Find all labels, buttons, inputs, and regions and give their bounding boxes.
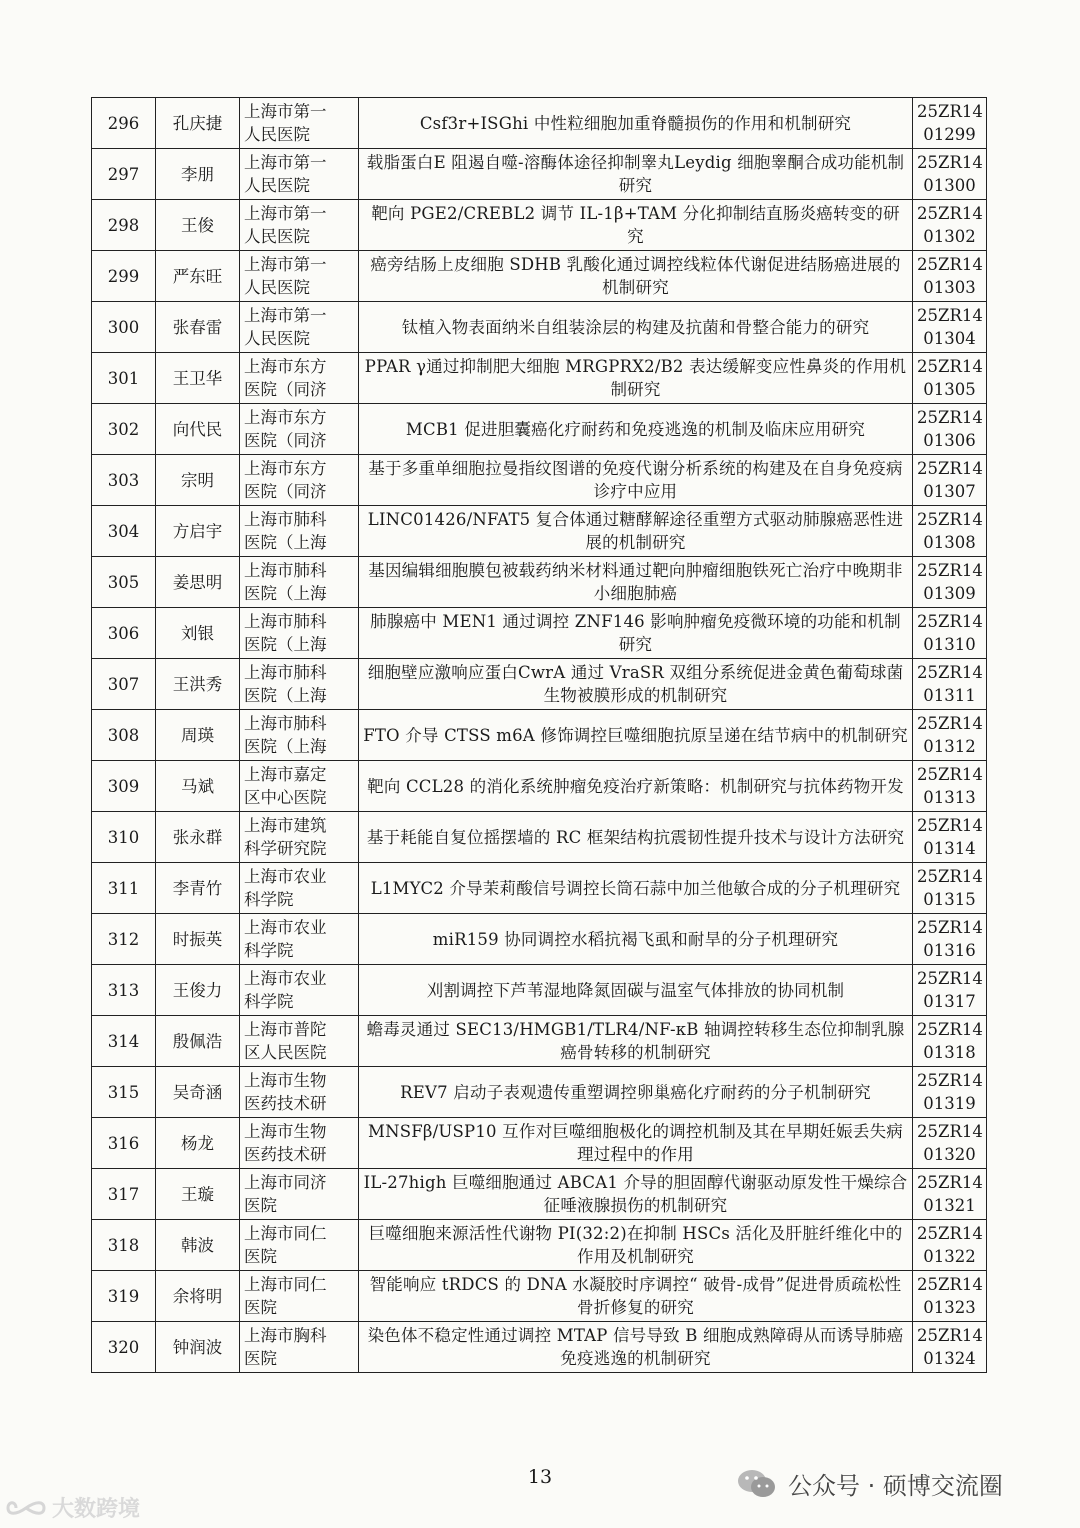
table-row bbox=[92, 812, 987, 863]
institution-line: 上海市东方 bbox=[244, 357, 327, 376]
row-number-cell: 312 bbox=[92, 914, 156, 965]
project-code-line: 25ZR14 bbox=[917, 1326, 983, 1345]
institution-line: 医院（同济 bbox=[244, 431, 327, 450]
project-title-cell: L1MYC2 介导茉莉酸信号调控长筒石蒜中加兰他敏合成的分子机理研究 bbox=[359, 863, 913, 914]
institution-line: 上海市肺科 bbox=[244, 714, 327, 733]
project-title-cell: 靶向 CCL28 的消化系统肿瘤免疫治疗新策略：机制研究与抗体药物开发 bbox=[359, 761, 913, 812]
table-row bbox=[92, 1322, 987, 1373]
project-code-line: 25ZR14 bbox=[917, 612, 983, 631]
institution-line: 医院（同济 bbox=[244, 482, 327, 501]
project-code-line: 01308 bbox=[923, 533, 976, 552]
table-row bbox=[92, 455, 987, 506]
institution-cell bbox=[240, 506, 359, 557]
project-title-cell: 靶向 PGE2/CREBL2 调节 IL-1β+TAM 分化抑制结直肠炎癌转变的研究 bbox=[359, 200, 913, 251]
applicant-name-cell: 吴奇涵 bbox=[156, 1067, 240, 1118]
project-code-cell bbox=[913, 98, 987, 149]
institution-cell bbox=[240, 251, 359, 302]
project-code-line: 01321 bbox=[923, 1196, 976, 1215]
project-code-line: 01322 bbox=[923, 1247, 976, 1266]
project-code-cell bbox=[913, 965, 987, 1016]
project-code-cell bbox=[913, 251, 987, 302]
project-title-cell: 蟾毒灵通过 SEC13/HMGB1/TLR4/NF-κB 轴调控转移生态位抑制乳腺癌骨转移的机制研究 bbox=[359, 1016, 913, 1067]
row-number-cell: 296 bbox=[92, 98, 156, 149]
row-number-cell: 297 bbox=[92, 149, 156, 200]
institution-line: 上海市肺科 bbox=[244, 510, 327, 529]
project-code-line: 01324 bbox=[923, 1349, 976, 1368]
project-title-cell: MNSFβ/USP10 互作对巨噬细胞极化的调控机制及其在早期妊娠丢失病理过程中的作用 bbox=[359, 1118, 913, 1169]
project-code-cell bbox=[913, 863, 987, 914]
institution-cell bbox=[240, 863, 359, 914]
project-code-line: 25ZR14 bbox=[917, 306, 983, 325]
project-list-table bbox=[91, 97, 987, 1373]
project-code-line: 25ZR14 bbox=[917, 765, 983, 784]
project-code-cell bbox=[913, 761, 987, 812]
project-title-cell: 智能响应 tRDCS 的 DNA 水凝胶时序调控“ 破骨-成骨”促进骨质疏松性骨折修复的研究 bbox=[359, 1271, 913, 1322]
institution-cell bbox=[240, 1169, 359, 1220]
project-code-line: 25ZR14 bbox=[917, 102, 983, 121]
institution-cell bbox=[240, 149, 359, 200]
project-code-line: 01311 bbox=[923, 686, 976, 705]
project-code-cell bbox=[913, 1016, 987, 1067]
institution-line: 上海市建筑 bbox=[244, 816, 327, 835]
applicant-name-cell: 孔庆捷 bbox=[156, 98, 240, 149]
project-code-line: 25ZR14 bbox=[917, 561, 983, 580]
project-title-cell: 基于耗能自复位摇摆墙的 RC 框架结构抗震韧性提升技术与设计方法研究 bbox=[359, 812, 913, 863]
project-code-line: 25ZR14 bbox=[917, 1020, 983, 1039]
table-row bbox=[92, 1169, 987, 1220]
institution-cell bbox=[240, 914, 359, 965]
infinity-logo-icon bbox=[6, 1497, 46, 1519]
table-row bbox=[92, 965, 987, 1016]
table-row bbox=[92, 149, 987, 200]
project-code-line: 01319 bbox=[923, 1094, 976, 1113]
institution-cell bbox=[240, 659, 359, 710]
wechat-icon bbox=[736, 1467, 778, 1501]
applicant-name-cell: 王俊 bbox=[156, 200, 240, 251]
table-row bbox=[92, 1118, 987, 1169]
institution-line: 上海市同仁 bbox=[244, 1224, 327, 1243]
institution-line: 科学研究院 bbox=[244, 839, 327, 858]
row-number-cell: 313 bbox=[92, 965, 156, 1016]
institution-cell bbox=[240, 761, 359, 812]
institution-line: 上海市第一 bbox=[244, 102, 327, 121]
institution-cell bbox=[240, 812, 359, 863]
institution-cell bbox=[240, 557, 359, 608]
institution-line: 区人民医院 bbox=[244, 1043, 327, 1062]
institution-cell bbox=[240, 1322, 359, 1373]
applicant-name-cell: 马斌 bbox=[156, 761, 240, 812]
institution-line: 上海市第一 bbox=[244, 306, 327, 325]
institution-line: 上海市肺科 bbox=[244, 612, 327, 631]
project-title-cell: miR159 协同调控水稻抗褐飞虱和耐旱的分子机理研究 bbox=[359, 914, 913, 965]
project-code-line: 25ZR14 bbox=[917, 153, 983, 172]
institution-cell bbox=[240, 302, 359, 353]
project-code-cell bbox=[913, 506, 987, 557]
institution-line: 上海市同济 bbox=[244, 1173, 327, 1192]
project-title-cell: LINC01426/NFAT5 复合体通过糖酵解途径重塑方式驱动肺腺癌恶性进展的机制研究 bbox=[359, 506, 913, 557]
applicant-name-cell: 张春雷 bbox=[156, 302, 240, 353]
applicant-name-cell: 李青竹 bbox=[156, 863, 240, 914]
institution-line: 医院 bbox=[244, 1196, 277, 1215]
project-code-line: 01318 bbox=[923, 1043, 976, 1062]
table-row bbox=[92, 608, 987, 659]
applicant-name-cell: 时振英 bbox=[156, 914, 240, 965]
table-row bbox=[92, 251, 987, 302]
table-row bbox=[92, 1067, 987, 1118]
table-row bbox=[92, 1271, 987, 1322]
table-row bbox=[92, 506, 987, 557]
institution-cell bbox=[240, 1067, 359, 1118]
row-number-cell: 299 bbox=[92, 251, 156, 302]
project-code-line: 25ZR14 bbox=[917, 459, 983, 478]
row-number-cell: 303 bbox=[92, 455, 156, 506]
watermark-right-text: 公众号 · 硕博交流圈 bbox=[788, 1472, 1003, 1500]
institution-line: 上海市农业 bbox=[244, 918, 327, 937]
institution-line: 上海市东方 bbox=[244, 459, 327, 478]
institution-line: 医院（同济 bbox=[244, 380, 327, 399]
project-code-cell bbox=[913, 302, 987, 353]
project-code-line: 25ZR14 bbox=[917, 714, 983, 733]
project-code-line: 25ZR14 bbox=[917, 1122, 983, 1141]
institution-line: 人民医院 bbox=[244, 125, 310, 144]
project-code-cell bbox=[913, 1220, 987, 1271]
project-code-cell bbox=[913, 914, 987, 965]
project-code-line: 01302 bbox=[923, 227, 976, 246]
project-code-line: 01305 bbox=[923, 380, 976, 399]
project-title-cell: 刈割调控下芦苇湿地降氮固碳与温室气体排放的协同机制 bbox=[359, 965, 913, 1016]
project-code-line: 25ZR14 bbox=[917, 969, 983, 988]
applicant-name-cell: 韩波 bbox=[156, 1220, 240, 1271]
institution-line: 医院（上海 bbox=[244, 737, 327, 756]
institution-line: 上海市肺科 bbox=[244, 561, 327, 580]
table-row bbox=[92, 404, 987, 455]
institution-line: 医院（上海 bbox=[244, 584, 327, 603]
project-title-cell: 肺腺癌中 MEN1 通过调控 ZNF146 影响肿瘤免疫微环境的功能和机制研究 bbox=[359, 608, 913, 659]
applicant-name-cell: 姜思明 bbox=[156, 557, 240, 608]
table-row bbox=[92, 914, 987, 965]
project-code-line: 01323 bbox=[923, 1298, 976, 1317]
institution-line: 上海市生物 bbox=[244, 1071, 327, 1090]
institution-line: 医药技术研 bbox=[244, 1145, 327, 1164]
institution-cell bbox=[240, 965, 359, 1016]
applicant-name-cell: 余将明 bbox=[156, 1271, 240, 1322]
project-code-cell bbox=[913, 1271, 987, 1322]
project-title-cell: REV7 启动子表观遗传重塑调控卵巢癌化疗耐药的分子机制研究 bbox=[359, 1067, 913, 1118]
project-code-line: 01304 bbox=[923, 329, 976, 348]
project-code-line: 01306 bbox=[923, 431, 976, 450]
institution-line: 科学院 bbox=[244, 992, 294, 1011]
project-code-line: 01320 bbox=[923, 1145, 976, 1164]
applicant-name-cell: 杨龙 bbox=[156, 1118, 240, 1169]
applicant-name-cell: 严东旺 bbox=[156, 251, 240, 302]
project-code-cell bbox=[913, 353, 987, 404]
institution-line: 科学院 bbox=[244, 941, 294, 960]
project-title-cell: 染色体不稳定性通过调控 MTAP 信号导致 B 细胞成熟障碍从而诱导肺癌免疫逃逸的机制研究 bbox=[359, 1322, 913, 1373]
applicant-name-cell: 王俊力 bbox=[156, 965, 240, 1016]
project-code-line: 01316 bbox=[923, 941, 976, 960]
applicant-name-cell: 刘银 bbox=[156, 608, 240, 659]
table-row bbox=[92, 200, 987, 251]
row-number-cell: 306 bbox=[92, 608, 156, 659]
row-number-cell: 320 bbox=[92, 1322, 156, 1373]
institution-line: 医院 bbox=[244, 1349, 277, 1368]
project-code-line: 25ZR14 bbox=[917, 663, 983, 682]
project-code-cell bbox=[913, 1118, 987, 1169]
project-code-cell bbox=[913, 557, 987, 608]
project-code-cell bbox=[913, 812, 987, 863]
institution-line: 上海市第一 bbox=[244, 255, 327, 274]
project-title-cell: IL-27high 巨噬细胞通过 ABCA1 介导的胆固醇代谢驱动原发性干燥综合征唾液腺损伤的机制研究 bbox=[359, 1169, 913, 1220]
institution-cell bbox=[240, 98, 359, 149]
project-code-cell bbox=[913, 1322, 987, 1373]
institution-cell bbox=[240, 1016, 359, 1067]
project-title-cell: 基于多重单细胞拉曼指纹图谱的免疫代谢分析系统的构建及在自身免疫病诊疗中应用 bbox=[359, 455, 913, 506]
project-code-line: 01315 bbox=[923, 890, 976, 909]
project-code-line: 25ZR14 bbox=[917, 867, 983, 886]
project-title-cell: Csf3r+ISGhi 中性粒细胞加重脊髓损伤的作用和机制研究 bbox=[359, 98, 913, 149]
project-code-line: 01303 bbox=[923, 278, 976, 297]
institution-line: 人民医院 bbox=[244, 278, 310, 297]
project-code-line: 25ZR14 bbox=[917, 204, 983, 223]
applicant-name-cell: 方启宇 bbox=[156, 506, 240, 557]
applicant-name-cell: 李朋 bbox=[156, 149, 240, 200]
institution-line: 上海市农业 bbox=[244, 867, 327, 886]
project-code-cell bbox=[913, 710, 987, 761]
institution-line: 医院 bbox=[244, 1298, 277, 1317]
institution-line: 上海市嘉定 bbox=[244, 765, 327, 784]
project-code-cell bbox=[913, 608, 987, 659]
project-code-cell bbox=[913, 659, 987, 710]
row-number-cell: 318 bbox=[92, 1220, 156, 1271]
project-title-cell: 钛植入物表面纳米自组装涂层的构建及抗菌和骨整合能力的研究 bbox=[359, 302, 913, 353]
institution-line: 上海市第一 bbox=[244, 204, 327, 223]
institution-line: 上海市第一 bbox=[244, 153, 327, 172]
table-row bbox=[92, 98, 987, 149]
project-code-line: 25ZR14 bbox=[917, 510, 983, 529]
table-body bbox=[92, 98, 987, 1373]
project-code-cell bbox=[913, 455, 987, 506]
institution-line: 上海市肺科 bbox=[244, 663, 327, 682]
project-code-line: 25ZR14 bbox=[917, 1173, 983, 1192]
institution-cell bbox=[240, 200, 359, 251]
institution-cell bbox=[240, 455, 359, 506]
institution-line: 区中心医院 bbox=[244, 788, 327, 807]
institution-line: 上海市胸科 bbox=[244, 1326, 327, 1345]
row-number-cell: 304 bbox=[92, 506, 156, 557]
table-row bbox=[92, 1016, 987, 1067]
project-code-line: 25ZR14 bbox=[917, 816, 983, 835]
row-number-cell: 315 bbox=[92, 1067, 156, 1118]
project-code-cell bbox=[913, 1169, 987, 1220]
project-title-cell: 基因编辑细胞膜包被载药纳米材料通过靶向肿瘤细胞铁死亡治疗中晚期非小细胞肺癌 bbox=[359, 557, 913, 608]
project-code-line: 25ZR14 bbox=[917, 408, 983, 427]
project-title-cell: MCB1 促进胆囊癌化疗耐药和免疫逃逸的机制及临床应用研究 bbox=[359, 404, 913, 455]
institution-cell bbox=[240, 608, 359, 659]
table-row bbox=[92, 710, 987, 761]
project-code-cell bbox=[913, 149, 987, 200]
project-title-cell: PPAR γ通过抑制肥大细胞 MRGPRX2/B2 表达缓解变应性鼻炎的作用机制研究 bbox=[359, 353, 913, 404]
project-code-line: 01317 bbox=[923, 992, 976, 1011]
applicant-name-cell: 殷佩浩 bbox=[156, 1016, 240, 1067]
institution-cell bbox=[240, 1220, 359, 1271]
applicant-name-cell: 王卫华 bbox=[156, 353, 240, 404]
project-code-line: 25ZR14 bbox=[917, 1224, 983, 1243]
project-code-line: 01300 bbox=[923, 176, 976, 195]
row-number-cell: 319 bbox=[92, 1271, 156, 1322]
project-code-line: 01312 bbox=[923, 737, 976, 756]
row-number-cell: 308 bbox=[92, 710, 156, 761]
project-code-line: 01313 bbox=[923, 788, 976, 807]
project-title-cell: 细胞壁应激响应蛋白CwrA 通过 VraSR 双组分系统促进金黄色葡萄球菌生物被膜形成的机制研究 bbox=[359, 659, 913, 710]
project-title-cell: 载脂蛋白E 阻遏自噬-溶酶体途径抑制睾丸Leydig 细胞睾酮合成功能机制研究 bbox=[359, 149, 913, 200]
table-row bbox=[92, 761, 987, 812]
project-code-line: 25ZR14 bbox=[917, 357, 983, 376]
institution-cell bbox=[240, 1271, 359, 1322]
watermark-left-text: 大数跨境 bbox=[52, 1497, 141, 1522]
table-row bbox=[92, 302, 987, 353]
row-number-cell: 298 bbox=[92, 200, 156, 251]
row-number-cell: 317 bbox=[92, 1169, 156, 1220]
table-row bbox=[92, 863, 987, 914]
table-row bbox=[92, 659, 987, 710]
project-code-line: 25ZR14 bbox=[917, 1071, 983, 1090]
row-number-cell: 305 bbox=[92, 557, 156, 608]
applicant-name-cell: 宗明 bbox=[156, 455, 240, 506]
row-number-cell: 311 bbox=[92, 863, 156, 914]
institution-line: 上海市普陀 bbox=[244, 1020, 327, 1039]
applicant-name-cell: 张永群 bbox=[156, 812, 240, 863]
watermark-right bbox=[736, 1466, 1003, 1501]
row-number-cell: 302 bbox=[92, 404, 156, 455]
page-number: 13 bbox=[527, 1466, 553, 1488]
row-number-cell: 307 bbox=[92, 659, 156, 710]
table-row bbox=[92, 557, 987, 608]
applicant-name-cell: 钟润波 bbox=[156, 1322, 240, 1373]
institution-cell bbox=[240, 353, 359, 404]
project-code-cell bbox=[913, 200, 987, 251]
project-code-line: 01314 bbox=[923, 839, 976, 858]
institution-line: 科学院 bbox=[244, 890, 294, 909]
institution-line: 人民医院 bbox=[244, 176, 310, 195]
project-code-line: 01309 bbox=[923, 584, 976, 603]
project-title-cell: FTO 介导 CTSS m6A 修饰调控巨噬细胞抗原呈递在结节病中的机制研究 bbox=[359, 710, 913, 761]
institution-line: 上海市农业 bbox=[244, 969, 327, 988]
table-row bbox=[92, 1220, 987, 1271]
project-code-cell bbox=[913, 404, 987, 455]
project-code-line: 25ZR14 bbox=[917, 918, 983, 937]
table-row bbox=[92, 353, 987, 404]
watermark-left bbox=[6, 1492, 140, 1523]
institution-line: 上海市同仁 bbox=[244, 1275, 327, 1294]
project-code-cell bbox=[913, 1067, 987, 1118]
project-code-line: 25ZR14 bbox=[917, 1275, 983, 1294]
applicant-name-cell: 王璇 bbox=[156, 1169, 240, 1220]
institution-line: 上海市东方 bbox=[244, 408, 327, 427]
institution-line: 医院（上海 bbox=[244, 635, 327, 654]
institution-cell bbox=[240, 710, 359, 761]
institution-line: 上海市生物 bbox=[244, 1122, 327, 1141]
row-number-cell: 301 bbox=[92, 353, 156, 404]
row-number-cell: 314 bbox=[92, 1016, 156, 1067]
applicant-name-cell: 王洪秀 bbox=[156, 659, 240, 710]
project-code-line: 01307 bbox=[923, 482, 976, 501]
institution-line: 医药技术研 bbox=[244, 1094, 327, 1113]
institution-line: 医院 bbox=[244, 1247, 277, 1266]
applicant-name-cell: 向代民 bbox=[156, 404, 240, 455]
project-code-line: 01310 bbox=[923, 635, 976, 654]
institution-line: 人民医院 bbox=[244, 329, 310, 348]
project-title-cell: 巨噬细胞来源活性代谢物 PI(32:2)在抑制 HSCs 活化及肝脏纤维化中的作用及机制研究 bbox=[359, 1220, 913, 1271]
institution-line: 医院（上海 bbox=[244, 533, 327, 552]
row-number-cell: 316 bbox=[92, 1118, 156, 1169]
project-code-line: 25ZR14 bbox=[917, 255, 983, 274]
institution-line: 医院（上海 bbox=[244, 686, 327, 705]
institution-line: 人民医院 bbox=[244, 227, 310, 246]
row-number-cell: 309 bbox=[92, 761, 156, 812]
project-title-cell: 癌旁结肠上皮细胞 SDHB 乳酸化通过调控线粒体代谢促进结肠癌进展的机制研究 bbox=[359, 251, 913, 302]
institution-cell bbox=[240, 1118, 359, 1169]
row-number-cell: 310 bbox=[92, 812, 156, 863]
project-code-line: 01299 bbox=[923, 125, 976, 144]
applicant-name-cell: 周瑛 bbox=[156, 710, 240, 761]
institution-cell bbox=[240, 404, 359, 455]
row-number-cell: 300 bbox=[92, 302, 156, 353]
